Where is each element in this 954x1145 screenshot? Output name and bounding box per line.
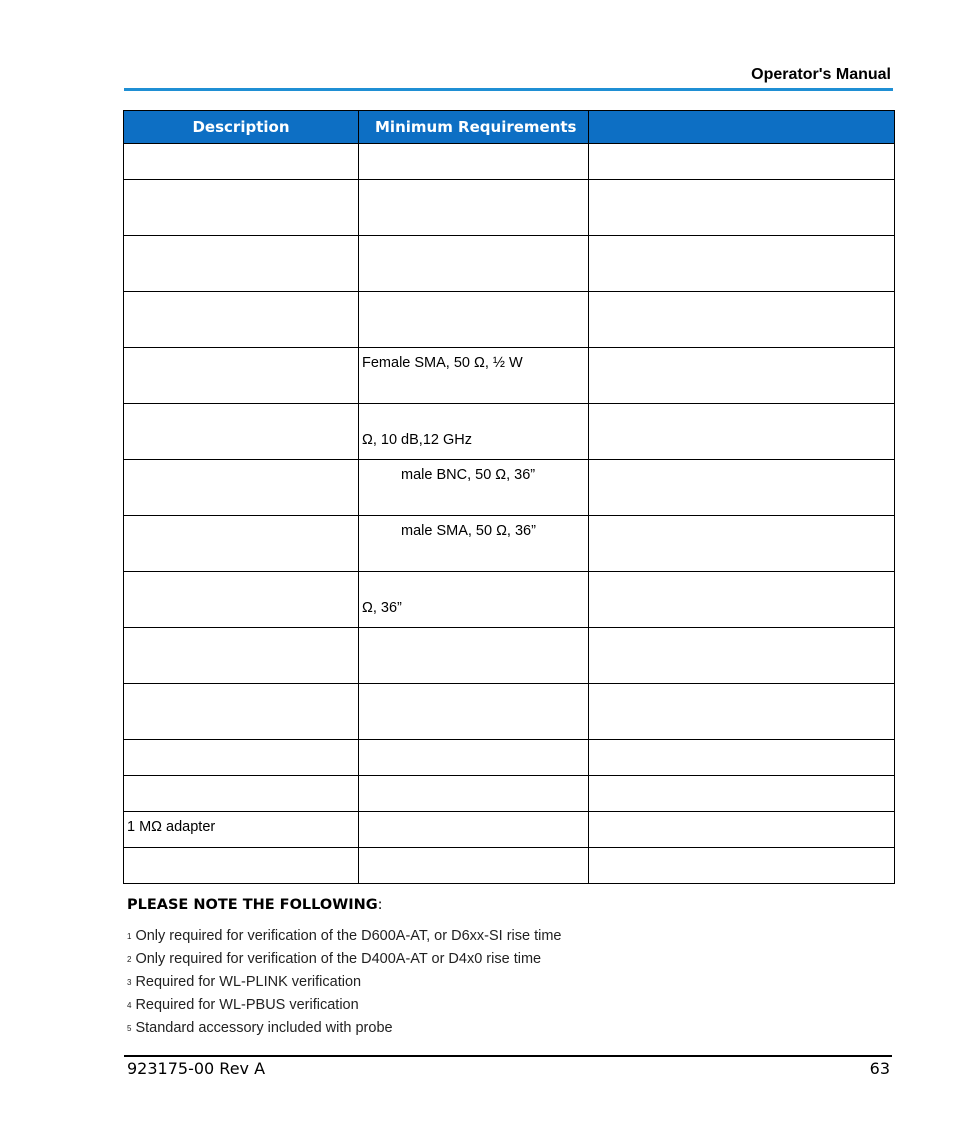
table-cell xyxy=(124,180,359,236)
table-cell xyxy=(589,776,895,812)
table-cell xyxy=(359,144,589,180)
column-header-blank xyxy=(589,111,895,144)
table-cell xyxy=(589,460,895,516)
table-cell xyxy=(124,144,359,180)
table-cell xyxy=(589,292,895,348)
table-cell xyxy=(124,740,359,776)
footnote-item: $^2$ Only required for verification of the D400A-AT or D4x0 rise time xyxy=(127,951,542,967)
table-row xyxy=(124,348,895,404)
footnote-marker: 2 xyxy=(127,955,132,964)
table-cell xyxy=(359,628,589,684)
table-row xyxy=(124,144,895,180)
header-title: Operator's Manual xyxy=(751,66,891,83)
table-cell xyxy=(589,348,895,404)
footnote-item: $^4$ Required for WL-PBUS verification xyxy=(127,997,359,1013)
footnote-marker: 4 xyxy=(127,1001,132,1010)
table-cell xyxy=(589,628,895,684)
table-cell: Ω, 36” xyxy=(359,572,589,628)
document-number: 923175-00 Rev A xyxy=(127,1059,266,1078)
table-header-row xyxy=(124,111,895,144)
footnote-marker: 5 xyxy=(127,1024,132,1033)
table-cell xyxy=(359,740,589,776)
table-row xyxy=(124,848,895,884)
table-cell xyxy=(589,572,895,628)
footnote-marker: 1 xyxy=(127,932,132,941)
table-cell: Ω, 10 dB,12 GHz xyxy=(359,404,589,460)
table-cell: male BNC, 50 Ω, 36” xyxy=(359,460,589,516)
table-cell xyxy=(359,776,589,812)
table-cell: Female SMA, 50 Ω, ½ W xyxy=(359,348,589,404)
table-row xyxy=(124,812,895,848)
table-cell xyxy=(124,404,359,460)
table-cell: 1 MΩ adapter xyxy=(124,812,359,848)
table-cell xyxy=(359,812,589,848)
table-row xyxy=(124,236,895,292)
table-cell xyxy=(359,180,589,236)
table-row xyxy=(124,404,895,460)
table-cell xyxy=(359,848,589,884)
table-row xyxy=(124,572,895,628)
footnotes-list xyxy=(127,926,561,1041)
table-cell xyxy=(589,180,895,236)
table-cell xyxy=(124,572,359,628)
table-row xyxy=(124,684,895,740)
table-cell xyxy=(359,236,589,292)
table-cell: male SMA, 50 Ω, 36” xyxy=(359,516,589,572)
table-cell xyxy=(589,740,895,776)
table-cell xyxy=(124,628,359,684)
footnote-marker: 3 xyxy=(127,978,132,987)
column-header-description: Description xyxy=(124,111,359,144)
table-row xyxy=(124,628,895,684)
footnote-item: $^5$ Standard accessory included with probe xyxy=(127,1020,393,1036)
table-cell xyxy=(359,292,589,348)
table-cell xyxy=(589,812,895,848)
notes-title: PLEASE NOTE THE FOLLOWING: xyxy=(127,897,383,913)
table-row xyxy=(124,460,895,516)
table-cell xyxy=(124,236,359,292)
table-cell xyxy=(124,292,359,348)
requirements-table xyxy=(123,110,895,884)
column-header-minimum-requirements: Minimum Requirements xyxy=(359,111,589,144)
table-cell xyxy=(589,848,895,884)
table-cell xyxy=(589,236,895,292)
table-cell xyxy=(589,516,895,572)
page-number: 63 xyxy=(869,1059,890,1078)
header-rule xyxy=(124,88,893,91)
table-row xyxy=(124,776,895,812)
table-cell xyxy=(124,848,359,884)
table-cell xyxy=(589,404,895,460)
table-cell xyxy=(359,684,589,740)
table-cell xyxy=(124,776,359,812)
table-cell xyxy=(589,144,895,180)
footnote-item: $^3$ Required for WL-PLINK verification xyxy=(127,974,362,990)
table-row xyxy=(124,516,895,572)
footer-rule xyxy=(124,1055,892,1057)
table-row xyxy=(124,740,895,776)
table-cell xyxy=(589,684,895,740)
footnote-item: $^1$ Only required for verification of the D600A-AT, or D6xx-SI rise time xyxy=(127,928,562,944)
table-cell xyxy=(124,684,359,740)
table-row xyxy=(124,292,895,348)
table-cell xyxy=(124,348,359,404)
table-cell xyxy=(124,516,359,572)
table-cell xyxy=(124,460,359,516)
table-row xyxy=(124,180,895,236)
